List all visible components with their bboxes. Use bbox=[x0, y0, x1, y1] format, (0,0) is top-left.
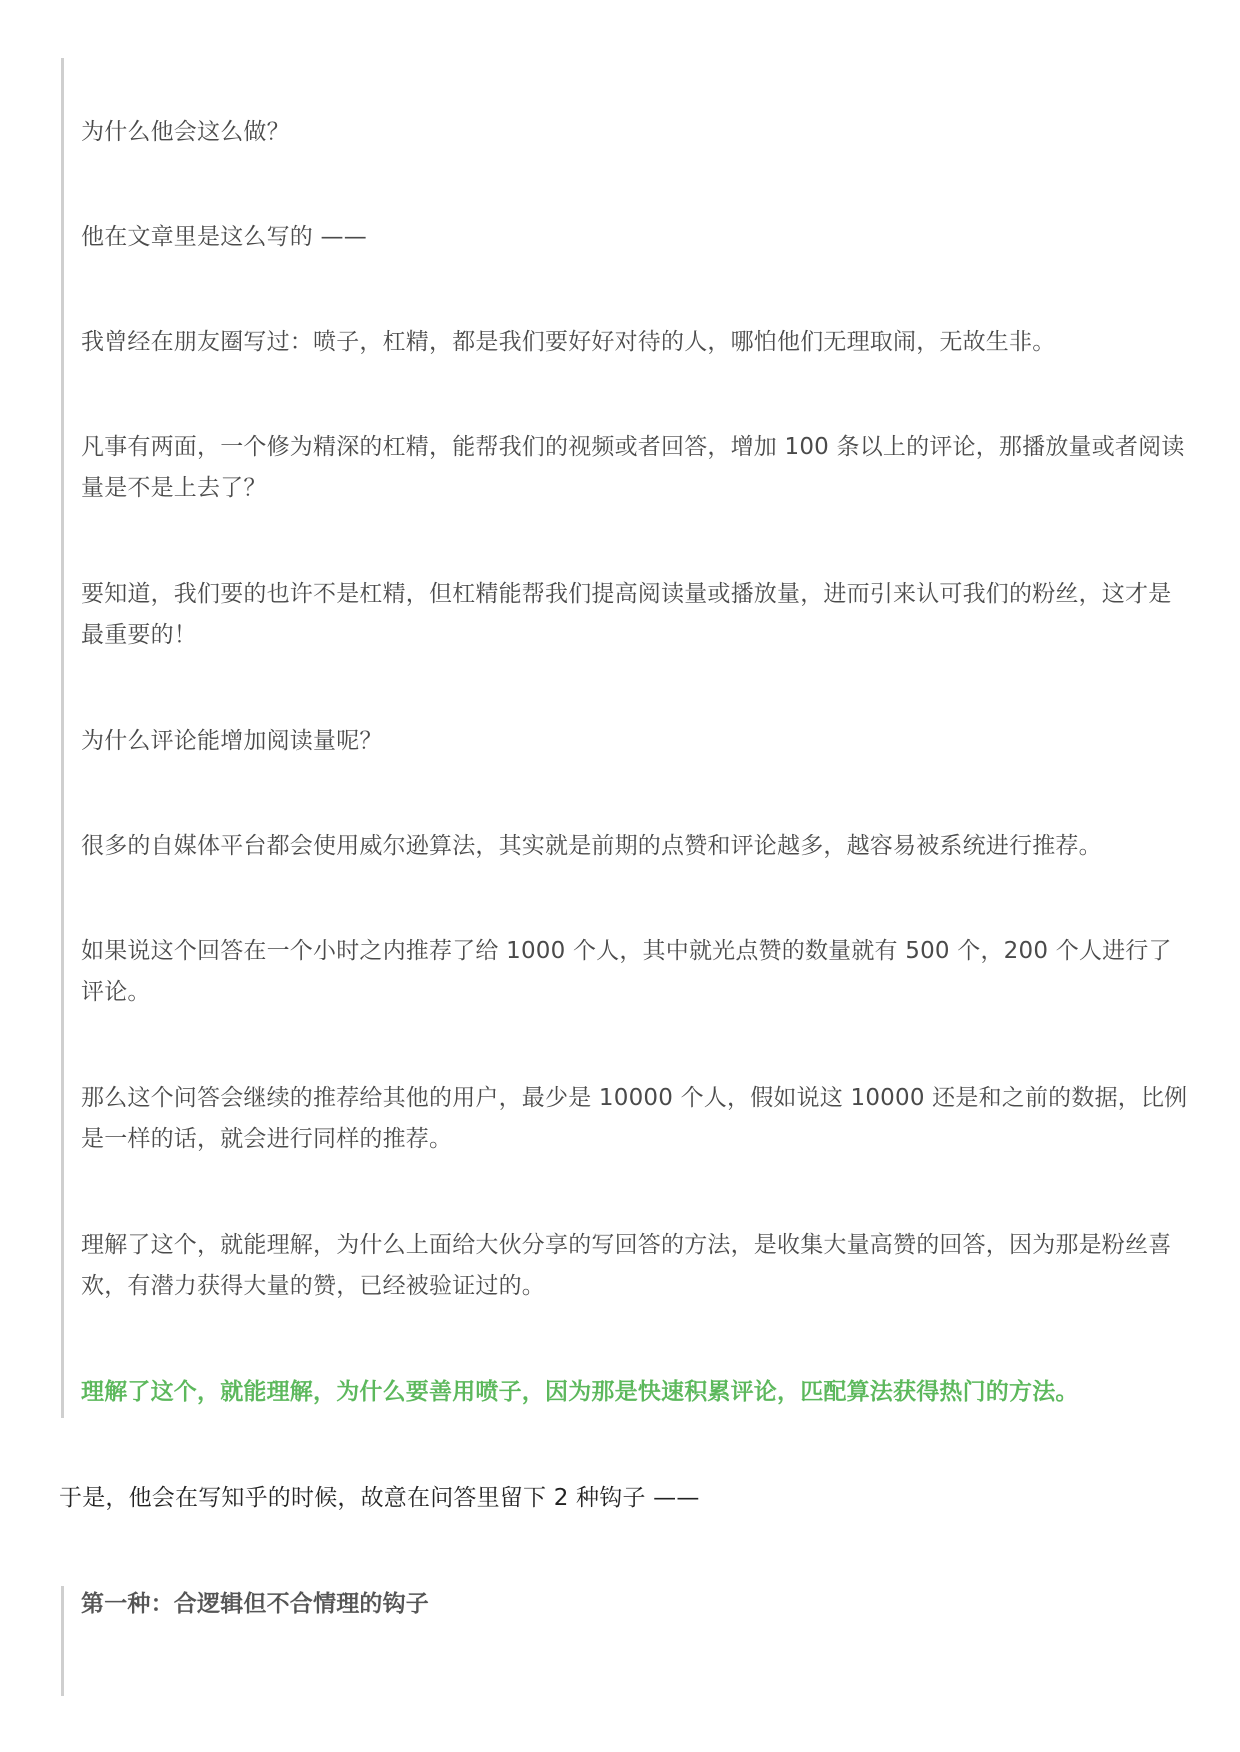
quote-paragraph-5: 要知道，我们要的也许不是杠精，但杠精能帮我们提高阅读量或播放量，进而引来认可我们的粉丝，这才是最重要的！ bbox=[81, 581, 1172, 648]
quote-paragraph-4: 凡事有两面，一个修为精深的杠精，能帮我们的视频或者回答，增加 100 条以上的评论，那播放量或者阅读量是不是上去了？ bbox=[81, 434, 1185, 501]
quote-paragraph-8: 如果说这个回答在一个小时之内推荐了给 1000 个人，其中就光点赞的数量就有 500 个，200 个人进行了评论。 bbox=[81, 938, 1172, 1005]
body-paragraph: 于是，他会在写知乎的时候，故意在问答里留下 2 种钩子 —— bbox=[59, 1485, 700, 1511]
quote-paragraph-6: 为什么评论能增加阅读量呢？ bbox=[81, 728, 383, 754]
quote-paragraph-9: 那么这个问答会继续的推荐给其他的用户，最少是 10000 个人，假如说这 10000 还是和之前的数据，比例是一样的话，就会进行同样的推荐。 bbox=[81, 1085, 1188, 1152]
quote-paragraph-10: 理解了这个，就能理解，为什么上面给大伙分享的写回答的方法，是收集大量高赞的回答，因为那是粉丝喜欢，有潜力获得大量的赞，已经被验证过的。 bbox=[81, 1232, 1172, 1299]
quote-paragraph-2: 他在文章里是这么写的 —— bbox=[81, 224, 367, 250]
quote-paragraph-7: 很多的自媒体平台都会使用威尔逊算法，其实就是前期的点赞和评论越多，越容易被系统进行推荐。 bbox=[81, 833, 1102, 859]
quote-paragraph-1: 为什么他会这么做？ bbox=[81, 119, 290, 145]
quote-highlight: 理解了这个，就能理解，为什么要善用喷子，因为那是快速积累评论，匹配算法获得热门的方法。 bbox=[81, 1379, 1079, 1405]
quote-heading: 第一种：合逻辑但不合情理的钩子 bbox=[81, 1591, 429, 1617]
quote-paragraph-3: 我曾经在朋友圈写过：喷子，杠精，都是我们要好好对待的人，哪怕他们无理取闹，无故生非。 bbox=[81, 329, 1056, 355]
